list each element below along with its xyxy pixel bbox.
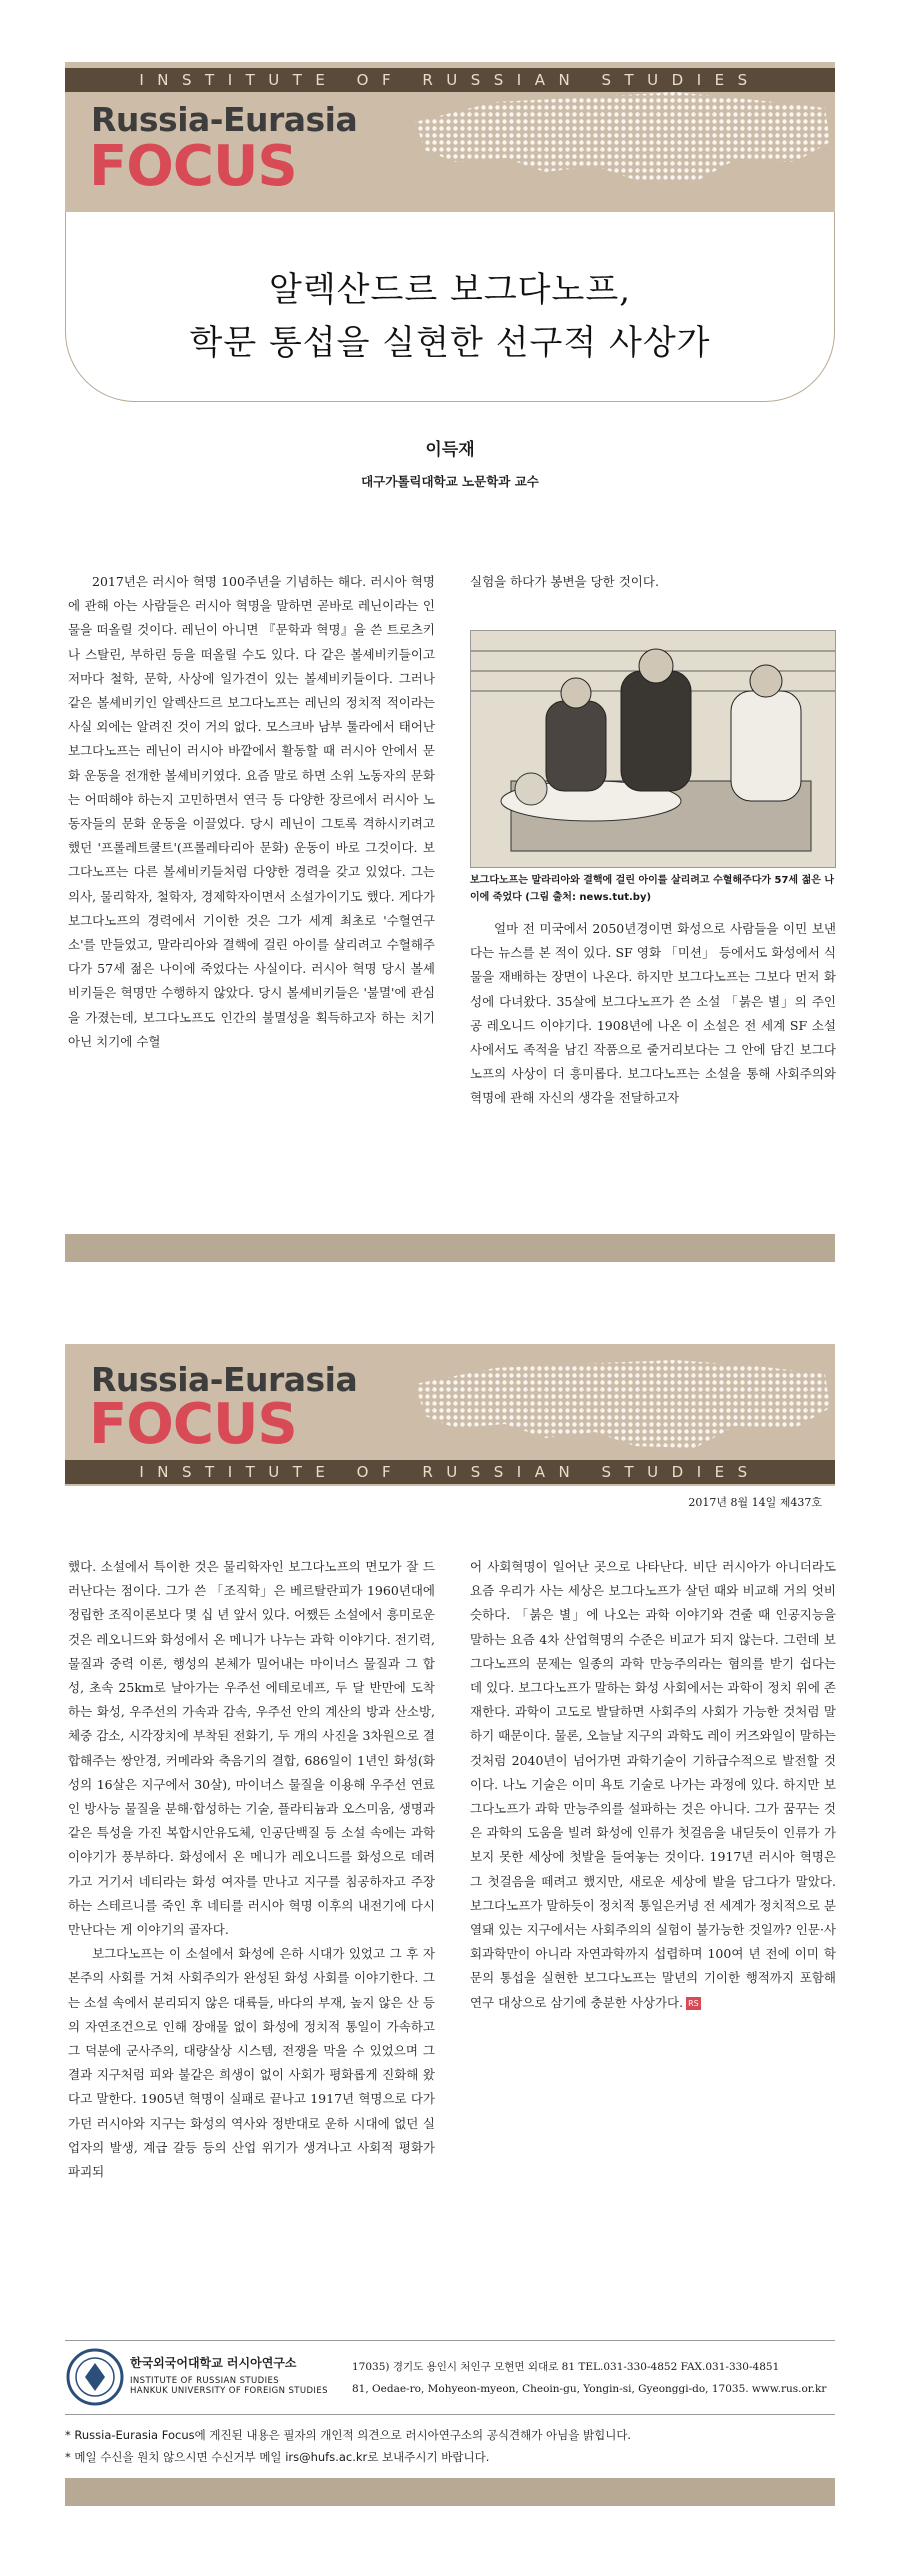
page2-left-column — [68, 1555, 435, 2184]
author-name: 이득재 — [425, 440, 475, 460]
institute-seal-logo — [65, 2347, 125, 2407]
page2-right-column — [470, 1555, 836, 2015]
page1-bottom-bar — [65, 1234, 835, 1262]
brand-focus: FOCUS — [89, 134, 297, 199]
brand-title: Russia-Eurasia — [91, 100, 358, 139]
world-map-graphic — [375, 62, 835, 212]
engraving-illustration — [470, 630, 836, 868]
paragraph: 실험을 하다가 봉변을 당한 것이다. — [470, 574, 659, 589]
footer-address — [352, 2356, 826, 2400]
paragraph — [470, 1555, 836, 2015]
paragraph: 보그다노프는 이 소설에서 화성에 은하 시대가 있었고 그 후 자본주의 사회를 거쳐 사회주의가 완성된 화성 사회를 이야기한다. 그는 소설 속에서 분리되지 않은 대륙들, 바다의 부재, 높지 않은 산 등의 자연조건으로 인해 장애물 없이 화성에 정치적 통일이 가속하고 그 덕분에 군사주의, 대량살상 시스템, 전쟁을 막을 수 있었으며 그 결과 지구처럼 피와 불같은 희생이 없이 사회가 평화롭게 진화해 왔다고 말한다. 1905년 혁명이 실패로 끝나고 1917년 혁명으로 다가가던 러시아와 지구는 화성의 역사와 정반대로 운하 시대에 없던 실업자의 발생, 계급 갈등 등의 산업 위기가 생겨나고 사회적 평화가 파괴되 — [68, 1946, 435, 2180]
page1-right-bottom — [470, 917, 836, 1111]
title-box — [65, 212, 835, 402]
header-banner-2 — [65, 1344, 835, 1486]
footer-organization — [130, 2354, 328, 2396]
paragraph-text: 어 사회혁명이 일어난 곳으로 나타난다. 비단 러시아가 아니더라도 요즘 우리가 사는 세상은 보그다노프가 살던 때와 비교해 거의 엇비슷하다. 「붉은 별」에 나오는 과학 이야기와 견줄 때 인공지능을 말하는 요즘 4차 산업혁명의 수준은 비교가 되지 않는다. 그런데 보그다노프의 문제는 일종의 과학 만능주의라는 혐의를 받기 쉽다는 데 있다. 보그다노프가 말하는 화성 사회에서는 과학이 정치 위에 존재한다. 과학이 고도로 발달하면 사회주의 사회가 가능한 것처럼 말하기 때문이다. 물론, 오늘날 지구의 과학도 레이 커즈와일이 말하는 것처럼 2040년이 넘어가면 과학기술이 기하급수적으로 발전할 것이다. 나노 기술은 이미 욕토 기술로 나가는 과정에 있다. 하지만 보그다노프가 과학 만능주의를 설파하는 것은 아니다. 그가 꿈꾸는 것은 과학의 도움을 빌려 화성에 인류가 첫걸음을 내딛듯이 인류가 가보지 못한 세상에 첫발을 들여놓는 것이다. 1917년 러시아 혁명은 그 첫걸음을 떼려고 했지만, 새로운 세상에 발을 담그다가 말았다. 보그다노프가 말하듯이 정치적 통일은커녕 전 세계가 정치적으로 분열돼 있는 지구에서는 사회주의의 실험이 불가능한 것일까? 인문·사회과학만이 아니라 자연과학까지 섭렵하며 100여 년 전에 이미 학문의 통섭을 실현한 보그다노프는 말년의 기이한 행적까지 포함해 연구 대상으로 삼기에 충분한 사상가다. — [470, 1559, 836, 2010]
unsubscribe-note: * 메일 수신을 원치 않으시면 수신거부 메일 irs@hufs.ac.kr로 보내주시기 바랍니다. — [65, 2450, 490, 2464]
address-korean: 17035) 경기도 용인시 처인구 모현면 외대로 81 TEL.031-330-4852 FAX.031-330-4851 — [352, 2361, 780, 2373]
article-title-line1: 알렉산드르 보그다노프, — [268, 270, 632, 310]
figure-caption: 보그다노프는 말라리아와 결핵에 걸린 아이를 살리려고 수혈해주다가 57세 젊은 나이에 죽었다 (그림 출처: news.tut.by) — [470, 875, 835, 903]
transfusion-scene-image — [471, 631, 836, 868]
paragraph: 했다. 소설에서 특이한 것은 물리학자인 보그다노프의 면모가 잘 드러난다는 점이다. 그가 쓴 「조직학」은 베르탈란피가 1960년대에 정립한 조직이론보다 몇 십 년 앞서 있다. 어쨌든 소설에서 흥미로운 것은 레오니드와 화성에서 온 메니가 나누는 과학 이야기다. 전기력, 물질과 중력 이론, 행성의 본체가 밀어내는 마이너스 물질과 그 합성, 초속 25km로 날아가는 우주선 에테로네프, 두 달 반만에 도착하는 화성, 우주선의 가속과 감속, 우주선 안의 계산의 방과 산소방, 체중 감소, 시각장치에 부착된 전화기, 두 개의 사진을 3차원으로 결합해주는 쌍안경, 커메라와 축음기의 결합, 686일이 1년인 화성(화성의 16살은 지구에서 30살), 마이너스 물질을 이용해 우주선 연료인 방사능 물질을 분해·합성하는 기술, 플라티늄과 오스미움, 생명과 같은 특성을 가진 복합시안유도체, 인공단백질 등 소설 속에는 과학 이야기가 풍부하다. 화성에서 온 메니가 레오니드를 화성으로 데려가고 거기서 네티라는 화성 여자를 만나고 지구를 침공하자고 주장하는 스테르니를 죽인 후 네티를 러시아 혁명 이후의 내전기에 다시 만난다는 게 이야기의 골자다. — [68, 1559, 435, 1938]
footer-rule-bottom — [65, 2414, 835, 2415]
footer-rule-top — [65, 2340, 835, 2341]
brand-focus: FOCUS — [89, 1392, 297, 1457]
paragraph: 얼마 전 미국에서 2050년경이면 화성으로 사람들을 이민 보낸다는 뉴스를 본 적이 있다. SF 영화 「미션」 등에서도 화성에서 식물을 재배하는 장면이 나온다. 하지만 보그다노프는 그보다 먼저 화성에 다녀왔다. 35살에 보그다노프가 쓴 소설 「붉은 별」의 주인공 레오니드 이야기다. 1908년에 나온 이 소설은 전 세계 SF 소설사에서도 족적을 남긴 작품으로 줄거리보다는 그 안에 담긴 보그다노프의 사상이 더 흥미롭다. 보그다노프는 소설을 통해 사회주의와 혁명에 관해 자신의 생각을 전달하고자 — [470, 921, 836, 1106]
org-name-korean: 한국외국어대학교 러시아연구소 — [130, 2356, 297, 2370]
footer-notes — [65, 2424, 631, 2468]
paragraph: 2017년은 러시아 혁명 100주년을 기념하는 해다. 러시아 혁명에 관해 아는 사람들은 러시아 혁명을 말하면 곧바로 레닌이라는 인물을 떠올릴 것이다. 레닌이 아니면 『문학과 혁명』을 쓴 트로츠키나 스탈린, 부하린 등을 떠올릴 수도 있다. 다 같은 볼셰비키들이고 저마다 철학, 문학, 사상에 일가견이 있는 볼셰비키들이다. 그러나 같은 볼셰비키인 알렉산드르 보그다노프는 레닌의 정치적 적이라는 사실 외에는 알려진 것이 거의 없다. 모스크바 남부 툴라에서 태어난 보그다노프는 레닌이 러시아 바깥에서 활동할 때 러시아 안에서 문화 운동을 전개한 볼셰비키였다. 요즘 말로 하면 소위 노동자의 문화는 어떠해야 하는지 고민하면서 연극 등 다양한 장르에서 러시아 노동자들의 문화 운동을 이끌었다. 당시 레닌이 그토록 격하시키려고 했던 '프롤레트쿨트'(프롤레타리아 문화) 운동이 바로 그것이다. 보그다노프는 다른 볼셰비키들처럼 다양한 경력을 갖고 있었다. 그는 의사, 물리학자, 철학자, 경제학자이면서 소설가이기도 했다. 게다가 보그다노프의 경력에서 기이한 것은 그가 세계 최초로 '수혈연구소'를 만들었고, 말라리아와 결핵에 걸린 아이를 살리려고 수혈해주다가 57세 젊은 나이에 죽었다는 사실이다. 러시아 혁명 당시 볼셰비키들은 혁명만 수행하지 않았다. 당시 볼셰비키들은 '불멸'에 관심을 가졌는데, 보그다노프도 인간의 불멸성을 획득하고자 하는 치기 아닌 치기에 수혈 — [68, 574, 435, 1049]
org-name-english: INSTITUTE OF RUSSIAN STUDIES — [130, 2376, 280, 2386]
page2-bottom-bar — [65, 2478, 835, 2506]
institute-strip: INSTITUTE OF RUSSIAN STUDIES — [65, 1460, 835, 1484]
institute-strip: INSTITUTE OF RUSSIAN STUDIES — [65, 68, 835, 92]
disclaimer-note: * Russia-Eurasia Focus에 게진된 내용은 필자의 개인적 의견으로 러시아연구소의 공식견해가 아님을 밝힙니다. — [65, 2428, 632, 2442]
end-mark: RS — [688, 1998, 699, 2008]
issue-date: 2017년 8월 14일 제437호 — [688, 1496, 822, 1509]
address-english: 81, Oedae-ro, Mohyeon-myeon, Cheoin-gu, Yongin-si, Gyeonggi-do, 17035. www.rus.or.kr — [352, 2383, 827, 2395]
author-affiliation: 대구가톨릭대학교 노문학과 교수 — [361, 474, 539, 489]
page1-right-top — [470, 570, 836, 594]
brand-title: Russia-Eurasia — [91, 1360, 358, 1399]
page1-left-column — [68, 570, 435, 1054]
header-banner-1 — [65, 62, 835, 212]
article-title-line2: 학문 통섭을 실현한 선구적 사상가 — [189, 323, 711, 363]
org-university-english: HANKUK UNIVERSITY OF FOREIGN STUDIES — [130, 2386, 328, 2396]
